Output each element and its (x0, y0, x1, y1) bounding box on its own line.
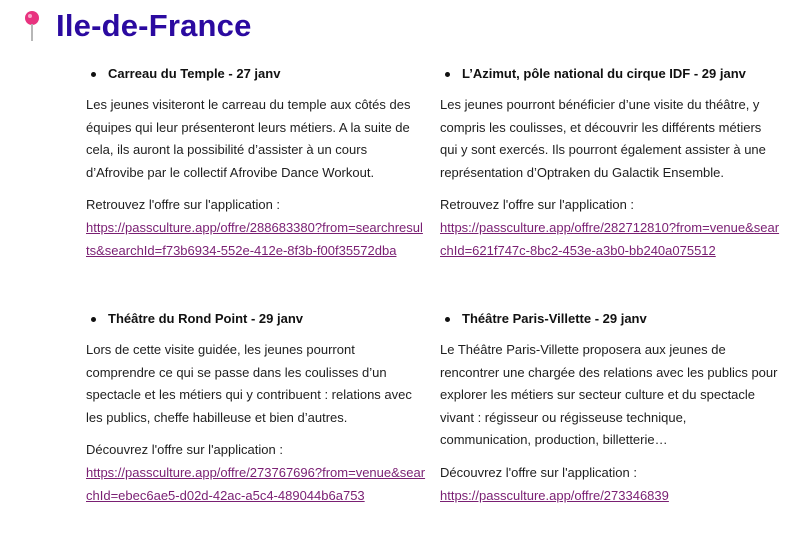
event-cta-text: Découvrez l'offre sur l'application : (440, 464, 637, 480)
event-description: Le Théâtre Paris-Villette proposera aux jeunes de rencontrer une chargée des relations avec les publics pour explorer les métiers sur secteur culture et du spectacle vivant : régisseur ou régisseuse technique, communication, production, billetterie… (440, 342, 778, 448)
event-cta-text: Découvrez l'offre sur l'application : (86, 442, 283, 458)
event-title-text: Théâtre du Rond Point - 29 janv (108, 311, 304, 326)
event-title (86, 64, 426, 84)
event-title (440, 64, 780, 84)
pin-icon (22, 9, 42, 43)
bullet-icon (91, 72, 96, 77)
bullet-icon (445, 317, 450, 322)
event-cta-text: Retrouvez l'offre sur l'application : (86, 197, 281, 213)
event-title-text: Carreau du Temple - 27 janv (108, 66, 281, 81)
event-description: Les jeunes visiteront le carreau du temple aux côtés des équipes qui leur présenteront leurs métiers. A la suite de cela, ils auront la possibilité d’assister à un cours d’Afrovibe par le collectif Afrovibe Dance Workout. (86, 97, 411, 180)
event-title (86, 309, 426, 329)
event-title (440, 309, 780, 329)
event-cta-text: Retrouvez l'offre sur l'application : (440, 197, 635, 213)
event-title-text: Théâtre Paris-Villette - 29 janv (462, 311, 647, 326)
event-card-carreau-du-temple (86, 64, 426, 262)
offer-link[interactable]: https://passculture.app/offre/282712810?from=venue&searchId=621f747c-8bc2-453e-a3b0-bb240a075512 (440, 219, 780, 258)
page-title: Ile-de-France (56, 8, 252, 43)
offer-link[interactable]: https://passculture.app/offre/288683380?from=searchresults&searchId=f73b6934-552e-412e-8f3b-f00f35572dba (86, 219, 423, 258)
event-card-theatre-du-rond-point (86, 309, 426, 507)
event-description: Les jeunes pourront bénéficier d’une visite du théâtre, y compris les coulisses, et découvrir les différents métiers qui y sont exercés. Ils pourront également assister à une représentation d’Optraken du Galactik Ensemble. (440, 97, 766, 180)
offer-link[interactable]: https://passculture.app/offre/273346839 (440, 487, 669, 503)
event-card-theatre-paris-villette (440, 309, 780, 507)
bullet-icon (445, 72, 450, 77)
event-description: Lors de cette visite guidée, les jeunes pourront comprendre ce qui se passe dans les coulisses d’un spectacle et les métiers qui y contribuent : relations avec les publics, cheffe habilleuse et bien d’autres. (86, 342, 412, 425)
region-header (22, 6, 252, 46)
event-title-text: L’Azimut, pôle national du cirque IDF - 29 janv (462, 66, 746, 81)
offer-link[interactable]: https://passculture.app/offre/273767696?from=venue&searchId=ebec6ae5-d02d-42ac-a5c4-489044b6a753 (86, 464, 426, 503)
event-card-azimut (440, 64, 780, 262)
bullet-icon (91, 317, 96, 322)
